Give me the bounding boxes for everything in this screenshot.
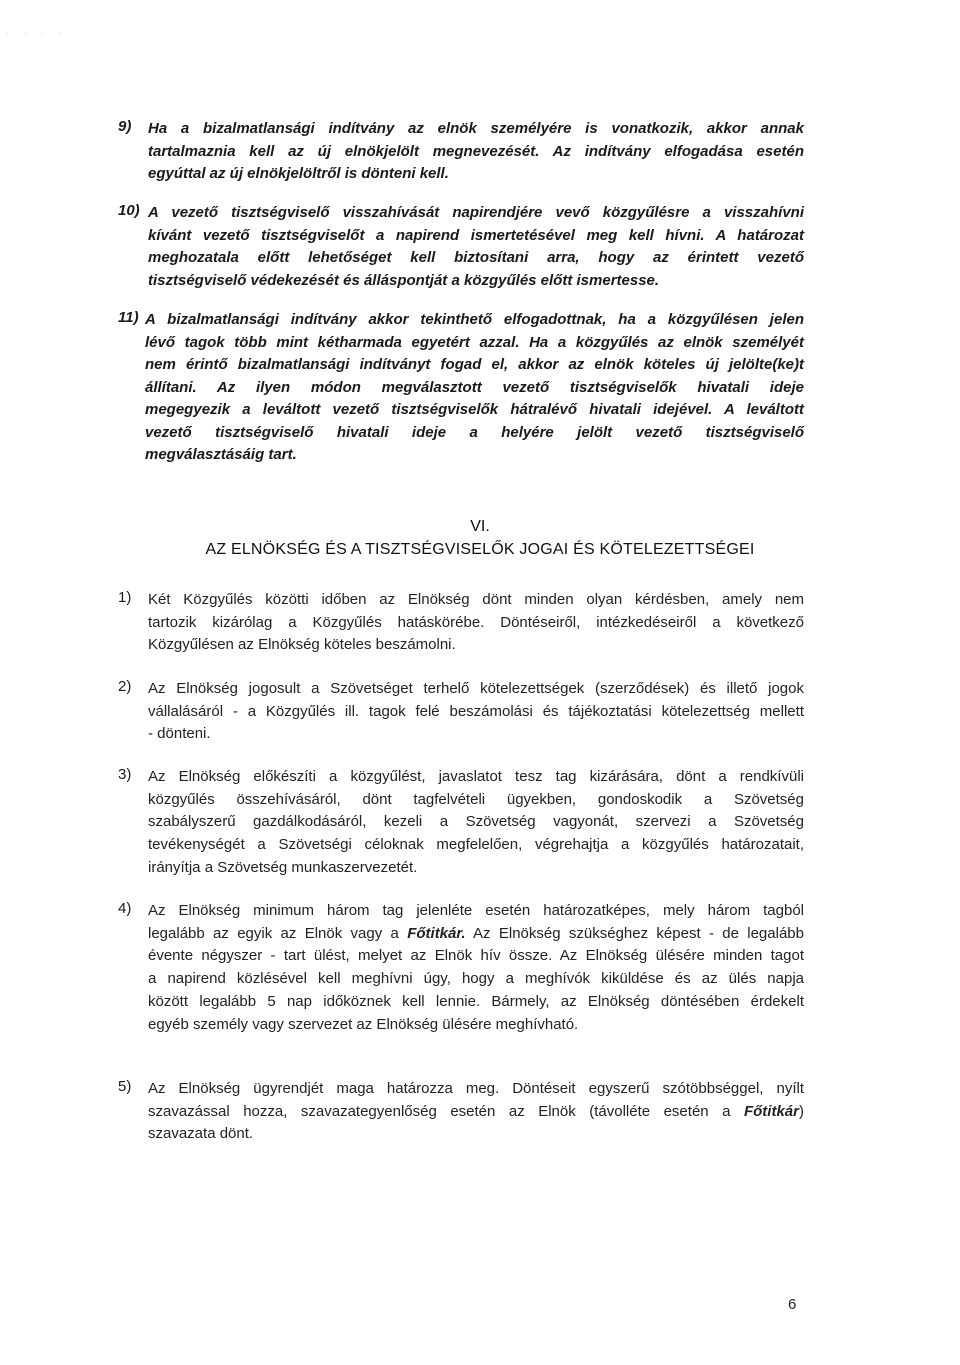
paragraph-5	[118, 1078, 804, 1146]
text-line	[148, 1101, 804, 1124]
paragraph-11	[118, 309, 804, 467]
paragraph-2	[118, 678, 804, 746]
text-line: tartozik kizárólag a Közgyűlés hatáskörébe. Döntéseiről, intézkedéseiről a következő	[148, 613, 804, 631]
text-line: évente négyszer - tart ülést, melyet az Elnök hív össze. Az Elnökség ülésére minden tagot	[148, 947, 804, 965]
paragraph-10	[118, 202, 804, 292]
paragraph-body	[148, 900, 804, 1036]
emphasis-text: Főtitkár.	[407, 924, 466, 942]
paragraph-9	[118, 118, 804, 186]
paragraph-body	[148, 678, 804, 746]
text-line: Az Elnökség ügyrendjét maga határozza meg. Döntéseit egyszerű szótöbbséggel, nyílt	[148, 1080, 804, 1097]
text-fragment: Az Elnökség szükséghez képest - de legalább	[465, 924, 804, 942]
text-line: nem érintő bizalmatlansági indítványt fogad el, akkor az elnök köteles új jelölte(ke)t	[145, 356, 804, 373]
text-line: Közgyűlésen az Elnökség köteles beszámolni.	[148, 636, 456, 654]
text-line: közgyűlés összehívásáról, dönt tagfelvételi ügyekben, gondoskodik a Szövetség	[148, 790, 804, 808]
paragraph-body	[148, 1078, 804, 1146]
text-line: a napirend közlésével kell meghívni úgy, hogy a meghívók kiküldése és az ülés napja	[148, 970, 804, 988]
text-line: Az Elnökség minimum három tag jelenléte esetén határozatképes, mely három tagból	[148, 902, 804, 919]
paragraph-body	[148, 202, 804, 292]
paragraph-body	[148, 589, 804, 657]
text-line: megegyezik a leváltott vezető tisztségviselők hátralévő hivatali idejével. A leváltott	[145, 401, 804, 418]
section-number: VI.	[470, 518, 490, 535]
text-line: között legalább 5 nap időköznek kell lennie. Bármely, az Elnökség döntésében érdekelt	[148, 992, 804, 1010]
paragraph-number: 1)	[118, 589, 132, 606]
paragraph-body	[148, 766, 804, 880]
scan-artifact: · · · ·	[6, 28, 68, 38]
paragraph-number: 5)	[118, 1078, 132, 1095]
paragraph-3	[118, 766, 804, 880]
paragraph-body	[145, 309, 804, 467]
text-line: kívánt vezető tisztségviselőt a napirend ismertetésével meg kell hívni. A határozat	[148, 226, 804, 244]
text-line: tevékenységét a Szövetségi céloknak megfelelően, végrehajtja a közgyűlés határozatait,	[148, 836, 804, 854]
text-line: egyúttal az új elnökjelöltről is dönteni kell.	[148, 165, 449, 182]
text-line: - dönteni.	[148, 725, 211, 743]
text-line: Az Elnökség jogosult a Szövetséget terhelő kötelezettségek (szerződések) és illető jogok	[148, 680, 804, 697]
section-title: AZ ELNÖKSÉG ÉS A TISZTSÉGVISELŐK JOGAI ÉS KÖTELEZETTSÉGEI	[205, 541, 755, 558]
paragraph-number: 9)	[118, 118, 132, 135]
paragraph-number: 4)	[118, 900, 132, 917]
text-line: meghozatala előtt lehetőséget kell biztosítani arra, hogy az érintett vezető	[148, 249, 804, 266]
text-line: szabályszerű gazdálkodásáról, kezeli a Szövetség vagyonát, szervezi a Szövetség	[148, 813, 804, 831]
emphasis-text: Főtitkár	[743, 1102, 799, 1120]
paragraph-number: 3)	[118, 766, 132, 783]
text-line: A bizalmatlansági indítvány akkor tekinthető elfogadottnak, ha a közgyűlésen jelen	[145, 311, 804, 328]
text-line: A vezető tisztségviselő visszahívását napirendjére vevő közgyűlésre a visszahívni	[148, 204, 804, 221]
text-line: tisztségviselő védekezését és álláspontját a közgyűlés előtt ismertesse.	[148, 271, 660, 289]
text-line: irányítja a Szövetség munkaszervezetét.	[148, 858, 418, 876]
paragraph-4	[118, 900, 804, 1036]
page-number: 6	[788, 1296, 797, 1313]
text-line: megválasztásáig tart.	[145, 446, 297, 463]
text-line: Az Elnökség előkészíti a közgyűlést, javaslatot tesz tag kizárására, dönt a rendkívüli	[148, 768, 804, 785]
text-line: tartalmaznia kell az új elnökjelölt megnevezését. Az indítvány elfogadása esetén	[148, 142, 804, 160]
text-line: Két Közgyűlés közötti időben az Elnökség dönt minden olyan kérdésben, amely nem	[148, 591, 804, 608]
text-line	[148, 923, 804, 946]
text-line: állítani. Az ilyen módon megválasztott vezető tisztségviselők hivatali ideje	[145, 378, 804, 396]
text-line: vezető tisztségviselő hivatali ideje a helyére jelölt vezető tisztségviselő	[145, 423, 804, 441]
text-fragment: legalább az egyik az Elnök vagy a	[148, 924, 408, 942]
text-line: szavazata dönt.	[148, 1125, 254, 1143]
text-fragment: )	[799, 1102, 804, 1120]
text-fragment: szavazással hozza, szavazategyenlőség esetén az Elnök (távolléte esetén a	[148, 1102, 744, 1120]
text-line: Ha a bizalmatlansági indítvány az elnök személyére is vonatkozik, akkor annak	[148, 120, 804, 137]
text-line: vállalásáról - a Közgyűlés ill. tagok felé beszámolási és tájékoztatási kötelezettség mellett	[148, 702, 804, 720]
paragraph-number: 10)	[118, 202, 140, 219]
text-line: lévő tagok több mint kétharmada egyetért azzal. Ha a közgyűlés az elnök személyét	[145, 333, 804, 351]
text-line: egyéb személy vagy szervezet az Elnökség ülésére meghívható.	[148, 1015, 579, 1033]
paragraph-body	[148, 118, 804, 186]
paragraph-number: 2)	[118, 678, 132, 695]
paragraph-1	[118, 589, 804, 657]
paragraph-number: 11)	[118, 309, 139, 326]
